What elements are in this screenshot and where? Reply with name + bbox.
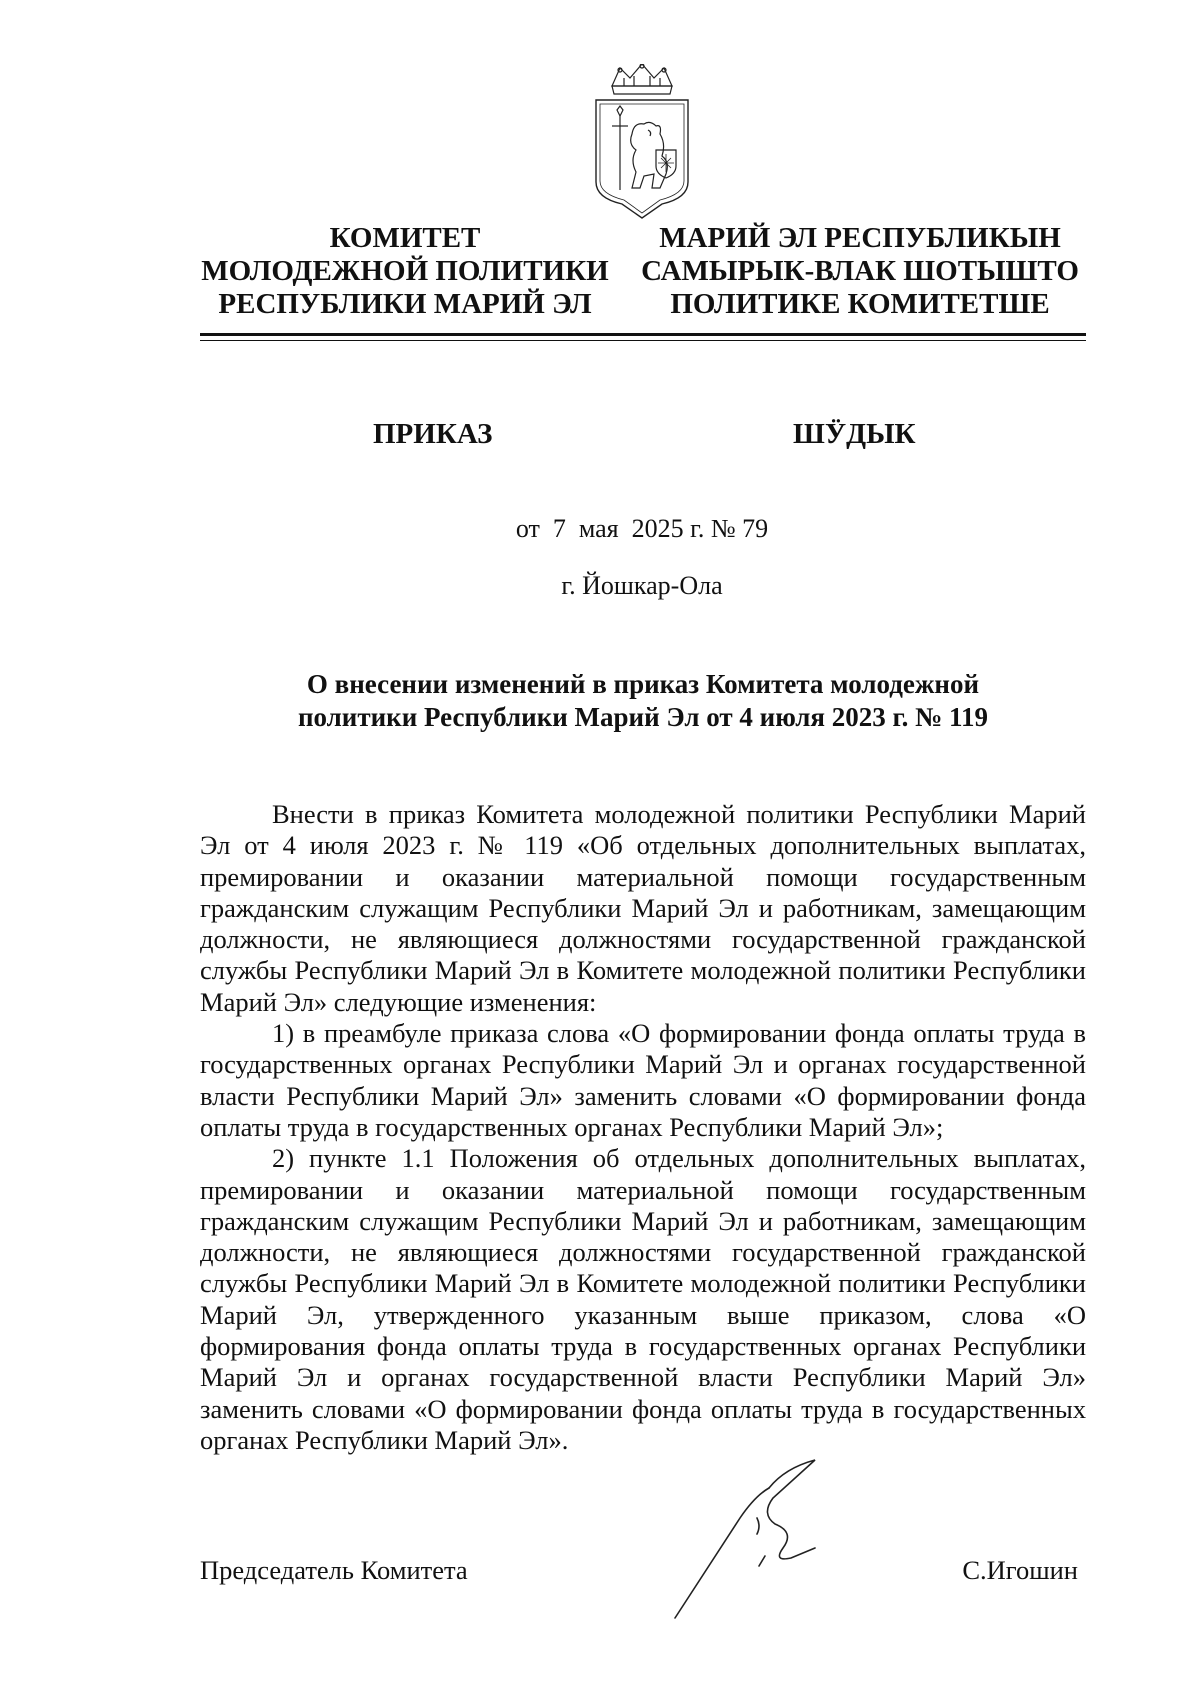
- order-city: г. Йошкар-Ола: [561, 571, 723, 600]
- title-line-1: О внесении изменений в приказ Комитета молодежной: [306, 669, 980, 699]
- title-line-2: политики Республики Марий Эл от 4 июля 2023 г. № 119: [297, 702, 989, 732]
- header-right-line-1: МАРИЙ ЭЛ РЕСПУБЛИКЫН: [659, 222, 1061, 254]
- header-left-line-3: РЕСПУБЛИКИ МАРИЙ ЭЛ: [218, 288, 592, 320]
- committee-name-mari: [630, 222, 1090, 321]
- order-label-mari: ШӰДЫК: [793, 418, 916, 450]
- handwritten-signature: [665, 1458, 855, 1628]
- header-left-line-1: КОМИТЕТ: [329, 222, 481, 254]
- document-body: [200, 799, 1086, 1456]
- header-divider-thin: [200, 340, 1086, 341]
- header-left-line-2: МОЛОДЕЖНОЙ ПОЛИТИКИ: [201, 255, 609, 287]
- signatory-position: Председатель Комитета: [200, 1555, 468, 1585]
- body-paragraph: Внести в приказ Комитета молодежной политики Республики Марий Эл от 4 июля 2023 г. № 119 «Об отдельных дополнительных выплатах, премировании и оказании материальной помощи государственным гражданским служащим Республики Марий Эл и работникам, замещающим должности, не являющиеся должностями государственной гражданской службы Республики Марий Эл в Комитете молодежной политики Республики Марий Эл» следующие изменения:: [200, 799, 1086, 1017]
- body-paragraph: 2) пункте 1.1 Положения об отдельных дополнительных выплатах, премировании и оказании материальной помощи государственным гражданским служащим Республики Марий Эл и работникам, замещающим должности, не являющиеся должностями государственной гражданской службы Республики Марий Эл в Комитете молодежной политики Республики Марий Эл, утвержденного указанным выше приказом, слова «О формирования фонда оплаты труда в государственных органах Республики Марий Эл и органах государственной власти Республики Марий Эл» заменить словами «О формировании фонда оплаты труда в государственных органах Республики Марий Эл».: [200, 1143, 1086, 1455]
- committee-name-russian: [195, 222, 615, 321]
- coat-of-arms-emblem: [590, 64, 694, 220]
- header-divider-thick: [200, 333, 1086, 336]
- header-right-line-2: САМЫРЫК-ВЛАК ШОТЫШТО: [641, 255, 1079, 287]
- order-label-russian: ПРИКАЗ: [373, 418, 493, 450]
- signatory-name: С.Игошин: [962, 1555, 1078, 1585]
- body-paragraph: 1) в преамбуле приказа слова «О формировании фонда оплаты труда в государственных органах Республики Марий Эл и органах государственной власти Республики Марий Эл» заменить словами «О формировании фонда оплаты труда в государственных органах Республики Марий Эл»;: [200, 1018, 1086, 1142]
- document-title: [200, 668, 1086, 734]
- header-right-line-3: ПОЛИТИКЕ КОМИТЕТШЕ: [670, 288, 1050, 320]
- order-date-number: от 7 мая 2025 г. № 79: [515, 514, 769, 543]
